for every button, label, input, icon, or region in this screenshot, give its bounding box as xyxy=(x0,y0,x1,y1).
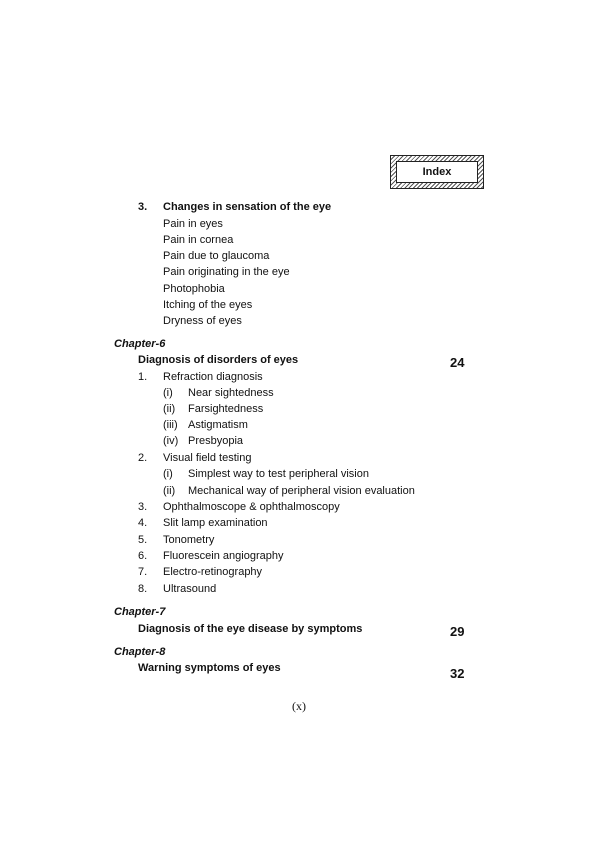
section3-number: 3. xyxy=(138,201,148,213)
section3-item: Itching of the eyes xyxy=(163,299,253,311)
toc-subentry-text: Presbyopia xyxy=(188,435,244,447)
chapter7-page: 29 xyxy=(450,624,465,639)
toc-entry-text: Fluorescein angiography xyxy=(163,550,284,562)
toc-entry-text: Ultrasound xyxy=(163,583,217,595)
toc-entry-text: Slit lamp examination xyxy=(163,517,268,529)
toc-entry-number: 6. xyxy=(138,550,148,562)
toc-entry-text: Tonometry xyxy=(163,534,215,546)
toc-entry-number: 4. xyxy=(138,517,148,529)
chapter7-label: Chapter-7 xyxy=(114,606,166,618)
toc-subentry-text: Mechanical way of peripheral vision evaluation xyxy=(188,485,415,497)
section3-item: Pain in eyes xyxy=(163,218,223,230)
toc-entry-text: Ophthalmoscope & ophthalmoscopy xyxy=(163,501,340,513)
chapter7-title: Diagnosis of the eye disease by symptoms xyxy=(138,623,363,635)
chapter8-label: Chapter-8 xyxy=(114,646,166,658)
toc-subentry-text: Astigmatism xyxy=(188,419,248,431)
toc-subentry-number: (i) xyxy=(163,468,173,480)
toc-subentry-text: Simplest way to test peripheral vision xyxy=(188,468,369,480)
toc-entry-number: 3. xyxy=(138,501,148,513)
toc-subentry-number: (iv) xyxy=(163,435,179,447)
chapter8-page: 32 xyxy=(450,666,465,681)
toc-subentry-text: Near sightedness xyxy=(188,387,274,399)
section3-item: Pain originating in the eye xyxy=(163,266,290,278)
section3-item: Pain due to glaucoma xyxy=(163,250,270,262)
chapter6-label: Chapter-6 xyxy=(114,338,166,350)
toc-entry-number: 2. xyxy=(138,452,148,464)
page-number: (x) xyxy=(292,699,306,713)
section3-item: Pain in cornea xyxy=(163,234,234,246)
toc-entry-text: Refraction diagnosis xyxy=(163,371,263,383)
toc-entry-text: Electro-retinography xyxy=(163,566,263,578)
section3-title: Changes in sensation of the eye xyxy=(163,201,332,213)
toc-subentry-number: (i) xyxy=(163,387,173,399)
chapter8-title: Warning symptoms of eyes xyxy=(138,662,281,674)
toc-subentry-number: (ii) xyxy=(163,485,176,497)
toc-subentry-number: (ii) xyxy=(163,403,176,415)
section3-item: Dryness of eyes xyxy=(163,315,242,327)
toc-subentry-number: (iii) xyxy=(163,419,178,431)
toc-entry-text: Visual field testing xyxy=(163,452,252,464)
toc-entry-number: 5. xyxy=(138,534,148,546)
chapter6-page: 24 xyxy=(450,355,465,370)
chapter6-title: Diagnosis of disorders of eyes xyxy=(138,354,299,366)
toc-entry-number: 7. xyxy=(138,566,148,578)
toc-entry-number: 8. xyxy=(138,583,148,595)
toc-subentry-text: Farsightedness xyxy=(188,403,264,415)
index-label: Index xyxy=(396,161,478,183)
index-box xyxy=(390,155,484,189)
toc-entry-number: 1. xyxy=(138,371,148,383)
section3-item: Photophobia xyxy=(163,283,225,295)
